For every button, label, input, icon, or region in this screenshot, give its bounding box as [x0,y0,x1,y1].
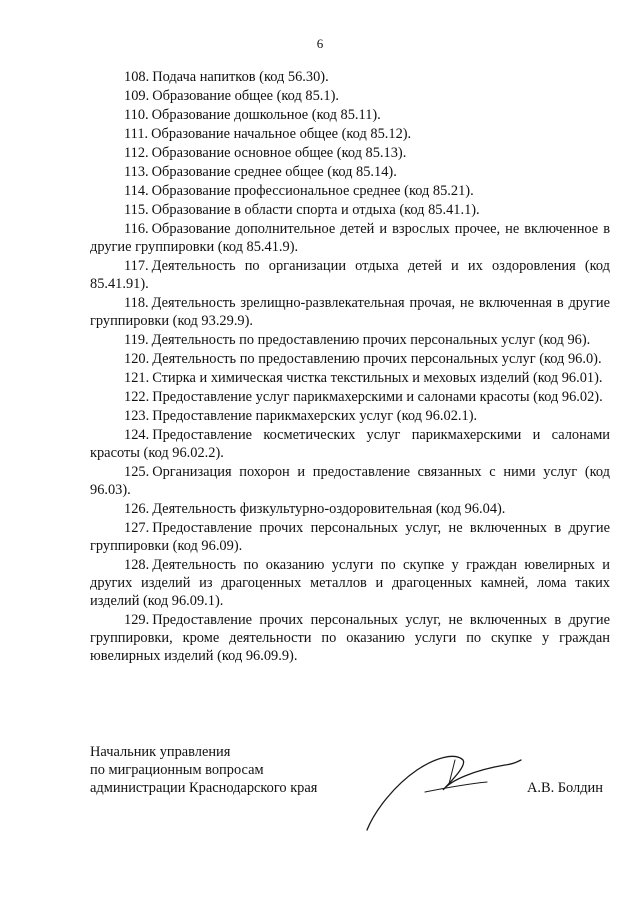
item-text: Деятельность физкультурно-оздоровительная (код 96.04). [152,501,506,517]
list-item [90,369,610,387]
list-item [90,294,610,330]
item-text: Образование общее (код 85.1). [152,88,339,104]
list-item [90,125,610,143]
list-item [90,182,610,200]
item-text: Подача напитков (код 56.30). [152,69,329,85]
item-number: 124. [124,427,150,443]
signatory-title-line: администрации Краснодарского края [90,780,318,796]
handwritten-signature [355,730,525,840]
signatory-title-line: Начальник управления [90,744,231,760]
list-item [90,201,610,219]
item-text: Деятельность по предоставлению прочих персональных услуг (код 96.0). [152,351,602,367]
item-text: Предоставление услуг парикмахерскими и салонами красоты (код 96.02). [152,389,603,405]
item-number: 112. [124,145,149,161]
signatory-title-line: по миграционным вопросам [90,762,264,778]
signatory-title [90,743,317,797]
item-number: 113. [124,164,149,180]
item-text: Стирка и химическая чистка текстильных и меховых изделий (код 96.01). [152,370,603,386]
list-item [90,611,610,665]
item-text: Образование дополнительное детей и взрослых прочее, не включенное в другие группировки (код 85.41.9). [90,221,610,255]
item-number: 125. [124,464,150,480]
item-number: 110. [124,107,149,123]
item-text: Деятельность по оказанию услуги по скупке у граждан ювелирных и других изделий из драгоценных металлов и драгоценных камней, лома таких изделий (код 96.09.1). [90,557,610,609]
item-number: 129. [124,612,150,628]
list-item [90,350,610,368]
item-number: 126. [124,501,150,517]
item-text: Предоставление прочих персональных услуг, не включенных в другие группировки, кроме деятельности по оказанию услуги по скупке у граждан ювелирных изделий (код 96.09.9). [90,612,610,664]
list-item [90,426,610,462]
list-item [90,144,610,162]
item-number: 108. [124,69,150,85]
item-number: 127. [124,520,150,536]
item-text: Образование дошкольное (код 85.11). [151,107,381,123]
item-number: 118. [124,295,149,311]
list-item [90,87,610,105]
list-item [90,106,610,124]
item-number: 119. [124,332,149,348]
list-item [90,257,610,293]
list-item [90,388,610,406]
item-text: Образование начальное общее (код 85.12). [151,126,412,142]
page-number: 6 [316,36,324,51]
list-item [90,68,610,86]
item-text: Образование среднее общее (код 85.14). [151,164,397,180]
item-number: 116. [124,221,149,237]
item-number: 120. [124,351,150,367]
signer-name: А.В. Болдин [527,780,603,796]
list-item [90,331,610,349]
item-text: Деятельность по организации отдыха детей и их оздоровления (код 85.41.91). [90,258,610,292]
list-item [90,556,610,610]
list-item [90,463,610,499]
item-number: 111. [124,126,149,142]
item-text: Образование основное общее (код 85.13). [151,145,407,161]
item-text: Предоставление косметических услуг парикмахерскими и салонами красоты (код 96.02.2). [90,427,610,461]
item-number: 115. [124,202,149,218]
item-number: 117. [124,258,149,274]
list-item [90,500,610,518]
item-number: 128. [124,557,150,573]
item-number: 122. [124,389,150,405]
item-number: 123. [124,408,150,424]
list-item [90,519,610,555]
item-number: 121. [124,370,150,386]
item-text: Деятельность зрелищно-развлекательная прочая, не включенная в другие группировки (код 93.29.9). [90,295,610,329]
item-text: Предоставление прочих персональных услуг, не включенных в другие группировки (код 96.09). [90,520,610,554]
activity-list [90,68,610,666]
item-text: Предоставление парикмахерских услуг (код 96.02.1). [152,408,478,424]
item-text: Образование профессиональное среднее (код 85.21). [151,183,474,199]
item-text: Деятельность по предоставлению прочих персональных услуг (код 96). [151,332,591,348]
list-item [90,407,610,425]
item-text: Организация похорон и предоставление связанных с ними услуг (код 96.03). [90,464,610,498]
item-number: 109. [124,88,150,104]
list-item [90,163,610,181]
item-text: Образование в области спорта и отдыха (код 85.41.1). [151,202,480,218]
item-number: 114. [124,183,149,199]
list-item [90,220,610,256]
